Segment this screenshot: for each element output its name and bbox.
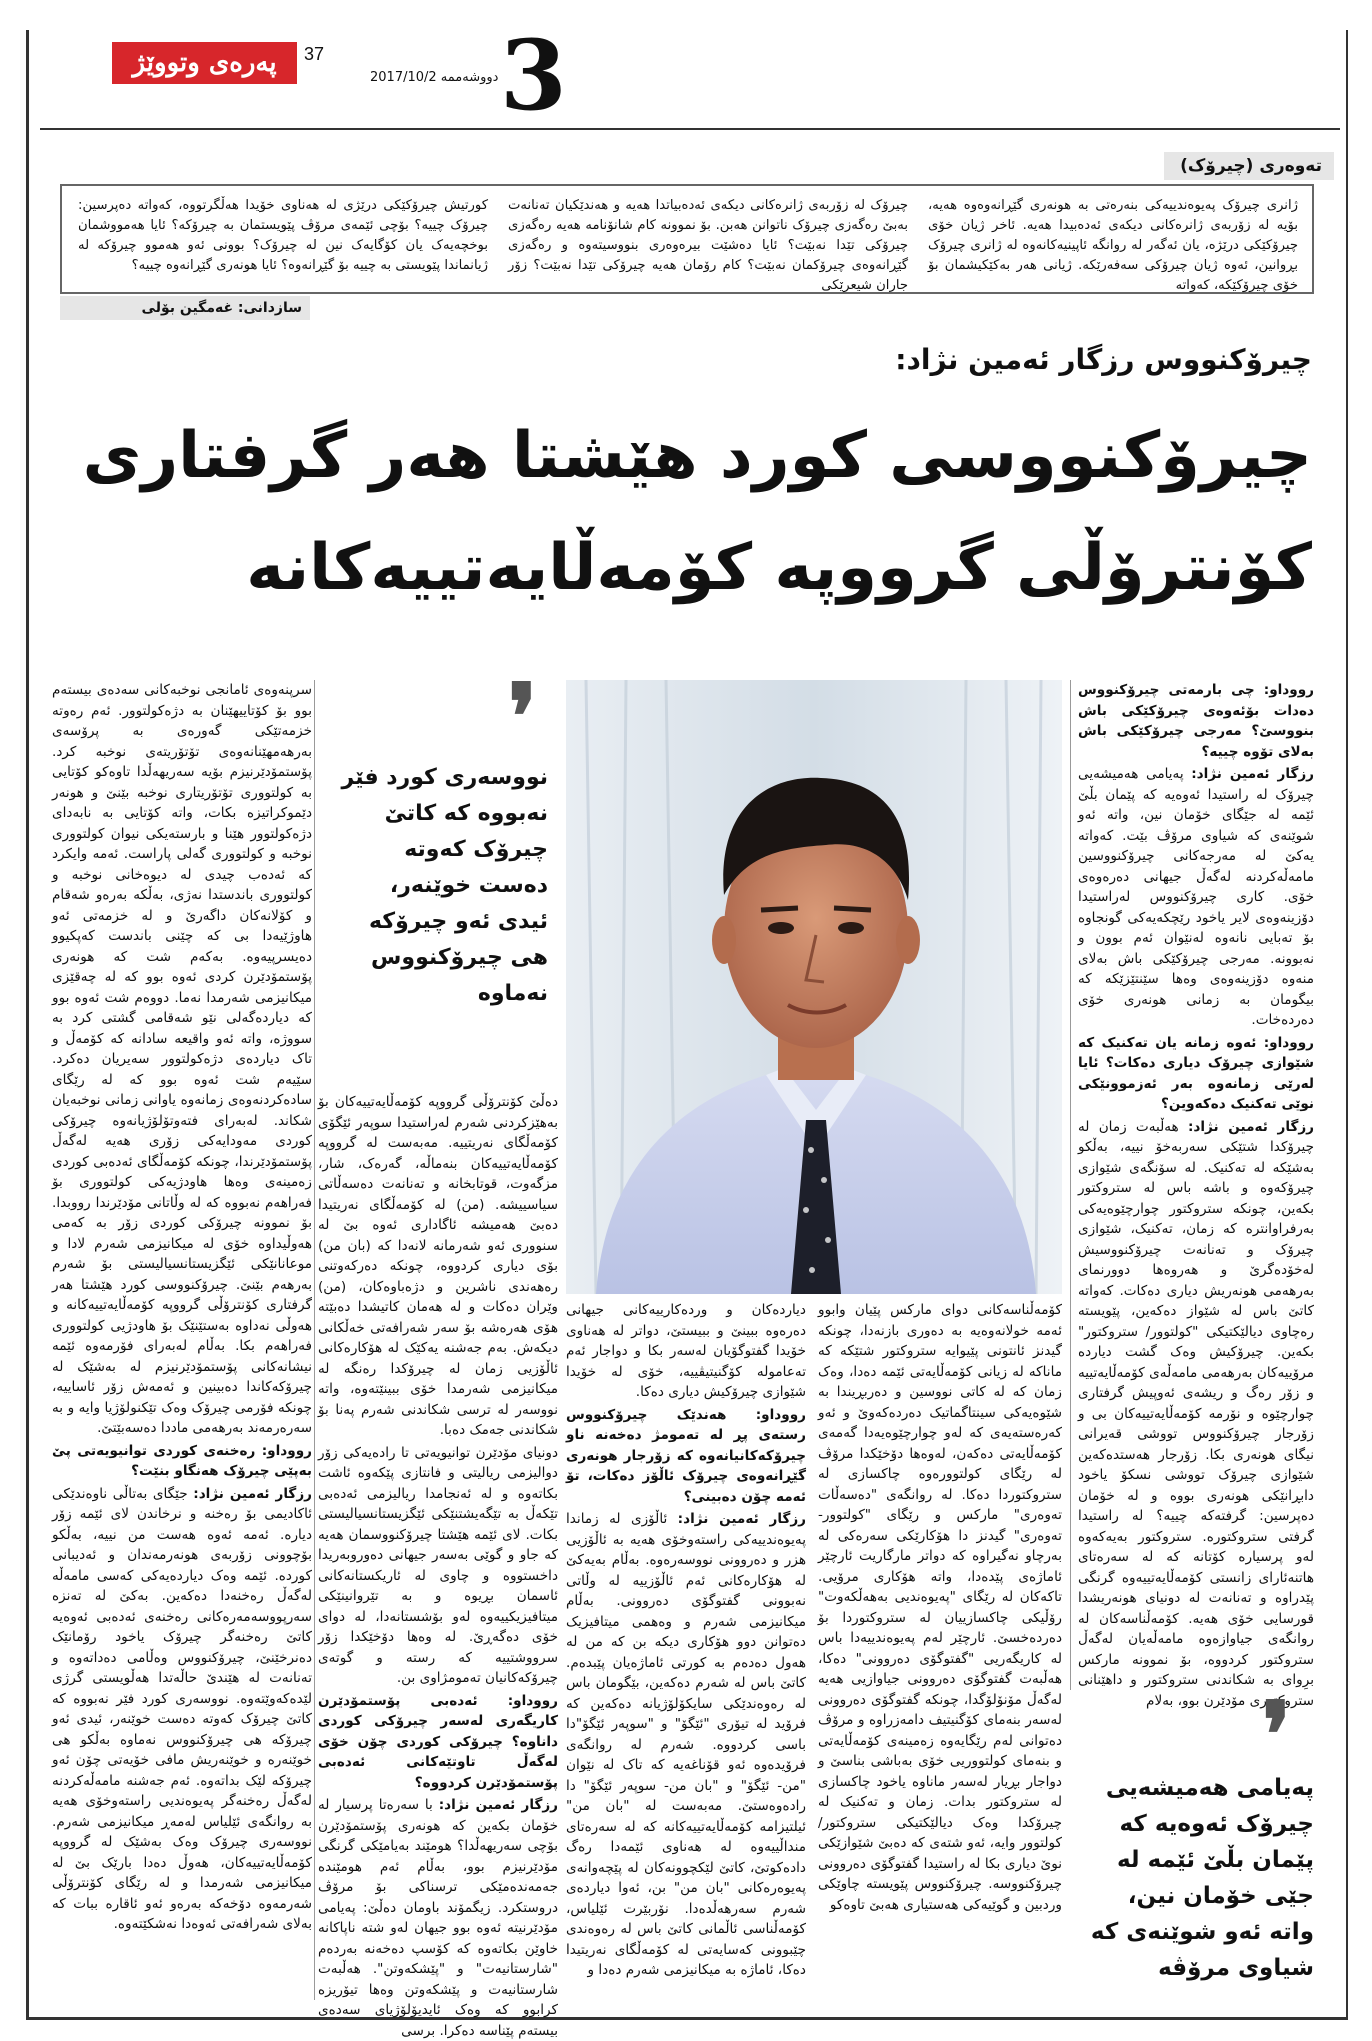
column-divider <box>1070 680 1071 1690</box>
article-subtitle: چیرۆکنووس رزگار ئەمین نژاد: <box>895 343 1312 376</box>
pull-quote-1: نووسەری کورد فێر نەبووە کە کاتێ چیرۆک کەوتە دەست خوێنەر، ئیدی ئەو چیرۆکە هی چیرۆکنووس نەماوە <box>341 765 548 1006</box>
header-rule <box>40 128 1340 130</box>
interviewee-photo <box>566 680 1062 1294</box>
speaker-name: رزگار ئەمین نژاد: <box>1187 1118 1314 1135</box>
paragraph <box>318 1092 558 1441</box>
column-left <box>52 680 312 2000</box>
interview-question <box>1078 680 1314 762</box>
intro-col-2: چیرۆک لە زۆربەی ژانرەکانی دیکەی ئەدەبیاتدا هەیە و هەندێکیان تەنانەت بەبێ رەگەزی چیرۆک ناتوانن هەبن. بۆ نموونە کام شانۆنامە هەیە رەگەزی چیرۆکی تێدا نەبێت؟ ئایا دەشێت بیرەوەری بنووسیتەوە و رەگەزی گێڕانەوەی چیرۆکمان نەبێت؟ کام رۆمان هەیە چیرۆکی تێدا نەبێت؟ زۆر جاران شیعرێکی <box>508 198 908 293</box>
pull-quote-2: پەیامی هەمیشەیی چیرۆک ئەوەیە کە پێمان بڵێ ئێمە لە جێی خۆمان نین، واتە ئەو شوێنەی کە شیاوی مرۆڤە <box>1090 1775 1314 1981</box>
paragraph <box>318 1795 558 2041</box>
speaker-name: رزگار ئەمین نژاد: <box>677 1511 806 1527</box>
quote-mark-icon: ❜ <box>508 664 538 770</box>
answer-text: دەڵێ کۆنترۆڵی گرووپە کۆمەڵایەتییەکان بۆ بەهێزکردنی شەرم لەراستیدا سوپەر ئێگۆی کۆمەڵگای نەریتییە. مەبەست لە گرووپە کۆمەڵایەتییەکان بنەماڵە، گەرەک، شار، مزگەوت، قوتابخانە و تەنانەت دەسەڵاتی سیاسییشە. (من) لە کۆمەڵگای نەریتیدا دەبێ هەمیشە ئاگاداری ئەوە بێ لە سنووری ئەو شەرمانە لانەدا کە (بان من) بۆی دیاری کردووە، چونکە دەرکەوتنی رەهەندی ناشرین و دژەباوەکان، (من) وێران دەکات و لە هەمان کاتیشدا دەبێتە هۆی هەرەشە بۆ سەر شەرافەتی خەڵکانی دیکەش. بەم جەشنە یەکێک لە هۆکارەکانی ئاڵۆزیی زمان لە چیرۆکدا رەنگە لە میکانیزمی شەرمدا خۆی ببینێتەوە، واتە نووسەر لە ترسی شکاندنی شەرم پەنا بۆ شکاندنی جەمک دەبا. <box>318 1094 558 1438</box>
answer-text: سرپنەوەی ئامانجی نوخبەکانی سەدەی بیستەم بوو بۆ کۆتاییهێنان بە دژەکولتوور. ئەم رەوتە خزمەتێکی گەورەی بە پرۆسەی بەرهەمهێنانەوەی تۆتۆریتەی نوخبە کرد. پۆستمۆدێرنیزم بۆیە سەریهەڵدا تاوەکو کۆتایی بە کولتووری تۆتۆریتاری نوخبە بێنێ و هونەر دێموکراتیزە بکات، واتە کۆتایی بە نابەدای دژەکولتوور هێنا و بارستەیکی نیوان کولتووری نوخبە و کولتووری گەلی پاراست. ئەمە وایکرد کە ئەدەب چیدی لە دیوەخانی نوخبە و کولتووری باندستدا نەژی، بەڵکە بەرەو شەقام و کۆلانەکان داگەرێ و لە خزمەتی ئەو هاوژێیەدا بی کە چێنی باندست کەپکیوو دەیسرپیەوە. بەکەم شت کە هونەری پۆستمۆدێرن کردی ئەوە بوو کە لە چەقێزی میکانیزمی شەرمدا نەما. دووەم شت ئەوە بوو کە دیاردەگەلی نێو شەقامی گشتی کرد بە سووژە، واتە ئەو واقیعە سادانە کە کۆمەڵ و تاک دیاردەی دژەکولتوور سەیریان دەکرد. سێیەم شت ئەوە بوو کە لە رێگای سادەکردنەوەی زمانەوە یاوانی زمانی نوخبەیان شکاند. لەبەرای فتەوتۆلۆژیانەوە چیرۆکی کوردی مەودایەکی زۆری هەیە لەگەڵ پۆستمۆدێرندا، چونکە کۆمەڵگای ئەدەبی کوردی زەمینەی وەها هاودژیەکی کولتووری بۆ فەراهەم نەبووە کە لە وڵاتانی مۆدێرندا رووبدا. بۆ نموونە چیرۆکی کوردی زۆر بە کەمی هەوڵیداوە خۆی لە میکانیزمی شەرم لادا و موعانانێکی ئێگزیستانسیالیستی بۆ شەرم بەرهەم بێنێ. چیرۆکنووسی کورد هێشتا هەر گرفتاری کۆنترۆڵی گرووپە کۆمەڵایەتییەکانە و هەوڵی نەداوە بەستێنێک بۆ هاودژیی کولتووری فەراهەم بکا. بەڵام لەبەرای فۆرمەوە ئێمە نیشانەکانی پۆستمۆدێرنیزم لە بەشێک لە چیرۆکەکاندا دەبینین و ئەمەش زۆر ئاساییە، چونکە فۆرمی چیرۆک وەک تێکنولۆژیا وایە و بە سەرەرمەند بەرهەمی ماددا دەسەبێتێ. <box>52 682 312 1436</box>
interview-question <box>52 1441 312 1482</box>
column-center-left <box>818 1300 1062 2000</box>
paragraph <box>566 1509 806 1981</box>
speaker-name: رزگار ئەمین نژاد: <box>193 1485 312 1502</box>
column-right <box>1078 680 1314 1709</box>
column-mid-left <box>318 1092 558 2039</box>
issue-date: دووشەممە 2017/10/2 <box>370 70 499 85</box>
question-text: رووداو: ئەوە زمانە یان تەکنیک کە شێوازی چیرۆک دیاری دەکات؟ ئایا لەرێی زمانەوە بەر ئەزموونێکی نوێی تەکنیک دەکەوین؟ <box>1078 1034 1314 1112</box>
question-text: رووداو: رەخنەی کوردی توانیویەتی پێ بەپێی چیرۆک هەنگاو بنێت؟ <box>52 1442 312 1479</box>
speaker-name: رزگار ئەمین نژاد: <box>438 1797 558 1813</box>
answer-text: جێگای بەتاڵی ناوەندێکی ئاکادیمی بۆ رەخنە و نرخاندن لای ئێمە زۆر دیارە. ئەمە ئەوە هەست من نییە، بەڵکو بۆچوونی زۆربەی هونەرمەندان و ئەدیبانی کوردە. ئێمە وەک دیاردەیەکی کەسی مامەڵە لەگەڵ رەخنەدا دەکەین. بەکێ لە تەنزە سەرپووسەمەرەکانی رەخنەی ئەدەبی ئەوەیە کاتێ رەخنەگر چیرۆک یاخود رۆمانێک دەنرخێنێ، چیرۆکنووس وەڵامی دەداتەوە و تەنانەت لە هێندێ حاڵەتدا هەڵویستی گرژی لێدەکەوێتەوە. نووسەری کورد فێر نەبووە کە کاتێ چیرۆک کەوتە دەست خوێنەر، ئیدی ئەو چیرۆکە هی چیرۆکنووس نەماوە بەڵکو هی خوێنەرە و خوێنەریش مافی خۆیەتی چۆن ئەو چیرۆکە لێک بداتەوە. ئەم جەشنە مامەڵەکردنە لەگەڵ رەخنەگر پەیوەندیی راستەوخۆی هەیە بە روانگەی ئێلیاس لەمەڕ میکانیزمی شەرم. نووسەری چیرۆک وەک بەشێک لە گرووپە کۆمەڵایەتییەکان، هەوڵ دەدا بارێک بێ لە میکانیزمی شەرمدا و لە رێگای کۆنترۆڵی شەرمەوە دۆخەکە بەرەو ئەو ئاقارە ببات کە بەلای شەرافەتی ئەوەدا نەشکێتەوە. <box>52 1485 312 1932</box>
speaker-name: رزگار ئەمین نژاد: <box>1191 766 1314 782</box>
paragraph <box>818 1300 1062 1915</box>
intro-col-1: ژانری چیرۆک پەیوەندییەکی بنەرەتی بە هونەری گێڕانەوەوە هەیە، بۆیە لە زۆربەی ژانرەکانی دیکەی ئەدەبیدا هەیە. ئاخر ژیان خۆی چیرۆکێکی درێژە، یان ئەگەر لە روانگە ئاپینیەکانەوە لە ژانری چیرۆک بڕوانین، ئەوە ژیان چیرۆکی سەفەرێکە. ژیانی هەر بەکێکیشمان بۆ خۆی چیرۆکێکە، کەواتە <box>928 198 1298 293</box>
paragraph <box>318 1443 558 1689</box>
paragraph <box>1078 1117 1314 1712</box>
interviewer-credit: سازدانی: غەمگین بۆلی <box>60 296 310 320</box>
interview-question <box>1078 1033 1314 1115</box>
article-headline <box>62 400 1312 624</box>
answer-text: کۆمەڵناسەکانی دوای مارکس پێیان وابوو ئەمە خولانەوەیە بە دەوری بازنەدا، چونکە گیدنز ئانتونی پێیوایە ستروکتور شتێکە کە ماناکە لە زیانی کۆمەڵایەتی ئێمە دەدا، وەک زمان کە لە کاتی نووسین و دەربڕیندا بە شێوەیەکی سینتاگماتیک دەردەکەوێ و ئەو کەرەستەیەی کە لەو چوارچێوەیەدا گەمەی کۆمەڵایەتی دەکەن، لەوەها دۆخێکدا مرۆڤ لە رێگای کولتوورەوە چاکسازی لە ستروکتوردا دەکا. لە روانگەی "دەسەڵات تەوەری" مارکس و رێگای "کولتوور-تەوەری" گیدنز دا هۆکارێکی سەرەکی لە بەرچاو نەگیراوە کە دواتر مارگاریت ئارچێر ئاماژەی پێدەدا، واتە هۆکاری مرۆیی. تاکەکان لە رێگای "پەیوەندیی بەهەڵکەوت" رۆڵیکی چاکسازییان لە ستروکتوردا بۆ دەردەخسێ. ئارچێر لەم پەیوەندییەدا باس لە کاریگەریی "گفتوگۆی دەروونی" دەکا، هەڵبەت گفتوگۆی دەروونی جیاوازیی هەیە لەگەڵ مۆنۆلۆگدا، چونکە گفتوگۆی دەروونی لەسەر بنەمای کۆگنیتیف دامەزراوە و مرۆڤ دەتوانی لەم رێگایەوە زەمینەی کۆمەڵایەتی و بنەمای کولتووریی خۆی بەباشی بناسێ و دواجار بڕیار لەسەر ماناوە یاخود چاکسازی لە ستروکتور بدات. زمان و تەکنیک لە چیرۆکدا وەک دیالێکتیکی ستروکتور/ کولتوور وایە، ئەو شتەی کە دەبێ شێوازێکی نوێ دیاری بکا لە راستیدا گفتوگۆی دەروونی چیرۆکنووسە. چیرۆکنووس پێویستە چاوێکی وردبین و گوێیەکی هەستیاری هەبێ تاوەکو <box>818 1302 1062 1913</box>
answer-text: دونیای مۆدێرن توانیویەتی تا رادەیەکی زۆر دوالیزمی ریالیتی و فانتازی پێکەوە ئاشت بکاتەوە و لە ئەنجامدا ریالیزمی ئەدەبی تێکەڵ بە تێگەیشتنێکی ئێگزیستانسیالیستی بکات. لای ئێمە هێشتا چیرۆکنووسمان هەیە کە جاو و گوێی بەسەر جیهانی دەوروبەریدا داخستووە و چاوی لە ئاریکستانەکانی ئاسمان بڕیوە و بە تێروانینێکی میتافیزیکییەوە لەو بۆشستانەدا، لە دوای خۆی دەگەڕێ. لە وەها دۆخێکدا زۆر سرووشتییە کە رستە و گوتەی چیرۆکەکانیان تەمومژاوی بن. <box>318 1444 558 1686</box>
section-numeral: 3 <box>500 19 567 132</box>
headline-line-1: چیرۆکنووسی کورد هێشتا هەر گرفتاری <box>82 419 1312 493</box>
page-number: 37 <box>304 44 325 64</box>
column-center-right <box>566 1300 806 2000</box>
paragraph <box>566 1300 806 1403</box>
newspaper-logo: پەرەی وتووێژ <box>112 42 297 84</box>
interview-question <box>318 1691 558 1794</box>
portrait-image <box>566 680 1062 1294</box>
paragraph <box>52 1484 312 1935</box>
intro-box <box>60 184 1314 294</box>
intro-col-3: کورتیش چیرۆکێکی درێژی لە هەناوی خۆیدا هەڵگرتووە، کەواتە دەپرسین: چیرۆک چییە؟ بۆچی ئێمەی مرۆڤ پێویستمان بە چیرۆکە؟ ئایا هەمووشمان بوخچەیەک یان کۆگایەک نین لە چیرۆک؟ بوونی ئەو هەموو چیرۆکە لە ژیانماندا پێویستی بە چییە بۆ گێڕانەوە؟ ئایا هونەری گێڕانەوە چییە؟ <box>78 198 488 273</box>
headline-line-2: کۆنترۆڵی گرووپە کۆمەڵایەتییەکانە <box>246 531 1312 605</box>
answer-text: دیاردەکان و وردەکارییەکانی جیهانی دەرەوە ببینێ و ببیستێ، دواتر لە هەناوی خۆیدا گفتوگۆیان لەسەر بکا و دواجار ئەم تەعامولە کۆگنیتیڤییە، خۆی لە خۆیدا شێوازی چیرۆکیش دیاری دەکا. <box>566 1302 806 1400</box>
interview-question <box>566 1405 806 1508</box>
section-label: تەوەری (چیرۆک) <box>1164 152 1334 180</box>
quote-mark-icon: ❜ <box>1262 1682 1292 1788</box>
answer-text: پەیامی هەمیشەیی چیرۆک لە راستیدا ئەوەیە کە پێمان بڵێ ئێمە لە جێگای خۆمان نین، واتە ئەو شوێنەی کە شیاوی مرۆڤ بێت. کەواتە یەکێ لە مەرجەکانی چیرۆکنووسین مامەڵەکردنە لەگەڵ جیهانی دەرەوەی خۆی. کاری چیرۆکنووس لەراستیدا دۆزینەوەی لایر یاخود رێچکەیەکی گونجاوە بۆ تەبایی نانەوە لەنێوان ئەم بوون و نەبوونە. مەرجی چیرۆکێکی باش بەلای منەوە دۆزینەوەی وەها سێنتێزێکە کە بیگومان بە زمانی هونەری خۆی دەردەخات. <box>1078 766 1314 1028</box>
answer-text: ئاڵۆزی لە زماندا پەیوەندییەکی راستەوخۆی هەیە بە ئاڵۆزیی هزر و دەروونی نووسەرەوە. بەڵام بەیەکێ لە هۆکارەکانی ئەم ئاڵۆزییە لە وڵاتی نەبوونی گفتوگۆی دەروونی. بەڵام میکانیزمی شەرم و وەهمی میتافیزیک دەتوانن دوو هۆکاری دیکە بن کە من لە هەول دەدەم بە کورتی ئاماژەیان پێبدەم. کاتێ باس لە شەرم دەکەین، بێگومان باس لە رەوەندێکی سایکۆلۆژیانە دەکەین کە فرۆید لە تیۆری "ئێگۆ" و "سوپەر ئێگۆ"دا باسی کردووە. شەرم لە روانگەی فرۆیدەوە ئەو قۆناغەیە کە تاک لە نێوان "من- ئێگۆ" و "بان من- سوپەر ئێگۆ" دا رادەوەستێ. مەبەست لە "بان من" ئیلتیزامە کۆمەڵایەتییەکانە کە لە سەرەتای منداڵییەوە لە هەناوی ئێمەدا رەگ دادەکوتێ، کاتێ لێکچوونەکان لە پێچەوانەی پەیوەرەکانی "بان من" بن، ئەوا دیاردەی شەرم سەرهەڵدەدا. نۆربێرت ئێلیاس، کۆمەڵناسی ئاڵمانی کاتێ باس لە رەوەندی چێبوونی کەسایەتی لە کۆمەڵگای نەریتیدا دەکا، ئاماژە بە میکانیزمی شەرم دەدا و <box>566 1511 806 1978</box>
paragraph <box>1078 764 1314 1031</box>
paragraph <box>52 680 312 1439</box>
column-divider <box>314 680 315 2000</box>
question-text: رووداو: چی بارمەتی چیرۆکنووس دەدات بۆئەوەی چیرۆکێکی باش بنووسێ؟ مەرجی چیرۆکێکی باش بەلای تۆوە چییە؟ <box>1078 682 1314 760</box>
question-text: رووداو: هەندێک چیرۆکنووس رستەی پڕ لە تەمومژ دەخەنە ناو چیرۆکەکانیانەوە کە زۆرجار هونەری گێڕانەوەی چیرۆک ئاڵۆز دەکات، تۆ ئەمە چۆن دەبینی؟ <box>566 1406 806 1505</box>
answer-text: هەڵبەت زمان لە چیرۆکدا شتێکی سەربەخۆ نییە، بەڵکو بەشێکە لە تەکنیک. لە سۆنگەی شێوازی چیرۆکەوە و باشە باس لە ستروکتور بکەین، چونکە ستروکتور چوارچێوەیەکی بەرفراوانترە کە زمان، تەکنیک، شێوازی چیرۆک و تەنانەت چیرۆکنووسیش لەخۆدەگرێ و هەروەها دوورنمای بەرهەمی هونەریش دیاری دەکات. کەواتە کاتێ باس لە شێواز دەکەین، پێویستە رەچاوی دیالێکتیکی "کولتوور/ ستروکتور" بکەین. چیرۆکیش وەک گشت دیاردە مرۆییەکان بەرهەمی مامەڵەی کۆمەڵایەتییە و زۆر رەگ و ریشەی ئەوپیش گرفتاری چوارچێوە و نۆرمە کۆمەڵایەتییەکان بی و زۆرجار چیرۆکنووس تووشی قەیرانی نیگای هونەری بکا. زۆرجار هەستدەکەین شێوازی چیرۆک تووشی نسکۆ یاخود دابڕانێکی هونەری بووە و لە خۆمان دەپرسین: گرفتەکە چییە؟ لە راستیدا گرفتی ستروکتورە. ستروکتور بەیەکەوە لەو پرسیارە کۆتانە کە لە سەرەتای هاتنەئارای زانستی کۆمەڵایەتییەوە گرنگی پێدراوە و تەنانەت لە دونیای هونەریشدا قورسایی خۆی هەیە. کۆمەڵناسەکان لە روانگەی جیاوازەوە مامەڵەیان لەگەڵ ستروکتور کردووە، بۆ نموونە مارکس برِوای بە شکاندنی ستروکتور و داهێنانی ستروکتوری مۆدێرن بوو، بەلام <box>1078 1118 1314 1709</box>
answer-text: با سەرەتا پرسیار لە خۆمان بکەین کە هونەری پۆستمۆدێرن بۆچی سەریهەڵدا؟ هومێند بەیامێکی گرنگی مۆدێرنیزم بوو، بەڵام ئەم هومێندە جەمەندەمێکی ترسناکی بۆ مرۆڤ دروستکرد. زیگمۆند باومان دەڵێ: پەیامی مۆدێرنیتە ئەوە بوو جیهان لەو شتە ناپاکانە خاوێن بکاتەوە کە کۆسپ دەخەنە بەردەم "شارستانیەت" و "پێشکەوتن". هەڵبەت شارستانیەت و پێشکەوتن وەها تیۆریزە کرابوو کە وەک ئایدیۆلۆژیای سەدەی بیستەم پێناسە دەکرا. برسی <box>318 1797 558 2039</box>
question-text: رووداو: ئەدەبی پۆستمۆدێرن کاریگەری لەسەر چیرۆکی کوردی داناوە؟ چیرۆکی کوردی چۆن خۆی لەگەڵ تاوتێەکانی ئەدەبی پۆستمۆدێرن کردووە؟ <box>318 1692 558 1791</box>
